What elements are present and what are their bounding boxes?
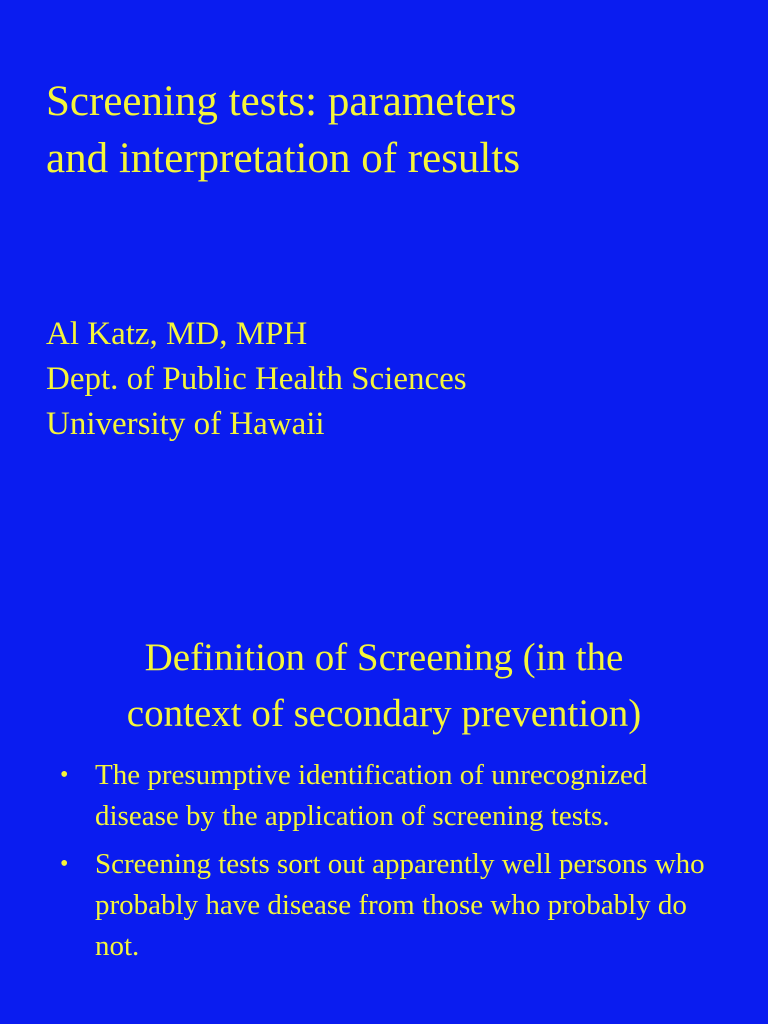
author-university: University of Hawaii <box>46 406 325 442</box>
bullet-list <box>60 755 720 974</box>
bullet-marker: • <box>60 762 69 788</box>
slide-2-title-line-1: Definition of Screening (in the <box>144 636 624 679</box>
bullet-text: Screening tests sort out apparently well persons who probably have disease from those who probably do not. <box>95 848 705 962</box>
bullet-marker: • <box>60 851 69 877</box>
slide-2-title <box>0 630 768 742</box>
bullet-item <box>60 844 720 967</box>
author-department: Dept. of Public Health Sciences <box>46 361 467 397</box>
slide-1-title <box>46 73 746 187</box>
bullet-text: The presumptive identification of unrecognized disease by the application of screening tests. <box>95 759 648 832</box>
bullet-item <box>60 755 720 837</box>
author-block <box>46 312 746 447</box>
slide-1-title-line-1: Screening tests: parameters <box>46 78 517 125</box>
slide-1-title-line-2: and interpretation of results <box>46 135 521 182</box>
slide-2 <box>0 512 768 1024</box>
author-name: Al Katz, MD, MPH <box>46 316 308 352</box>
slide-2-title-line-2: context of secondary prevention) <box>126 692 642 735</box>
